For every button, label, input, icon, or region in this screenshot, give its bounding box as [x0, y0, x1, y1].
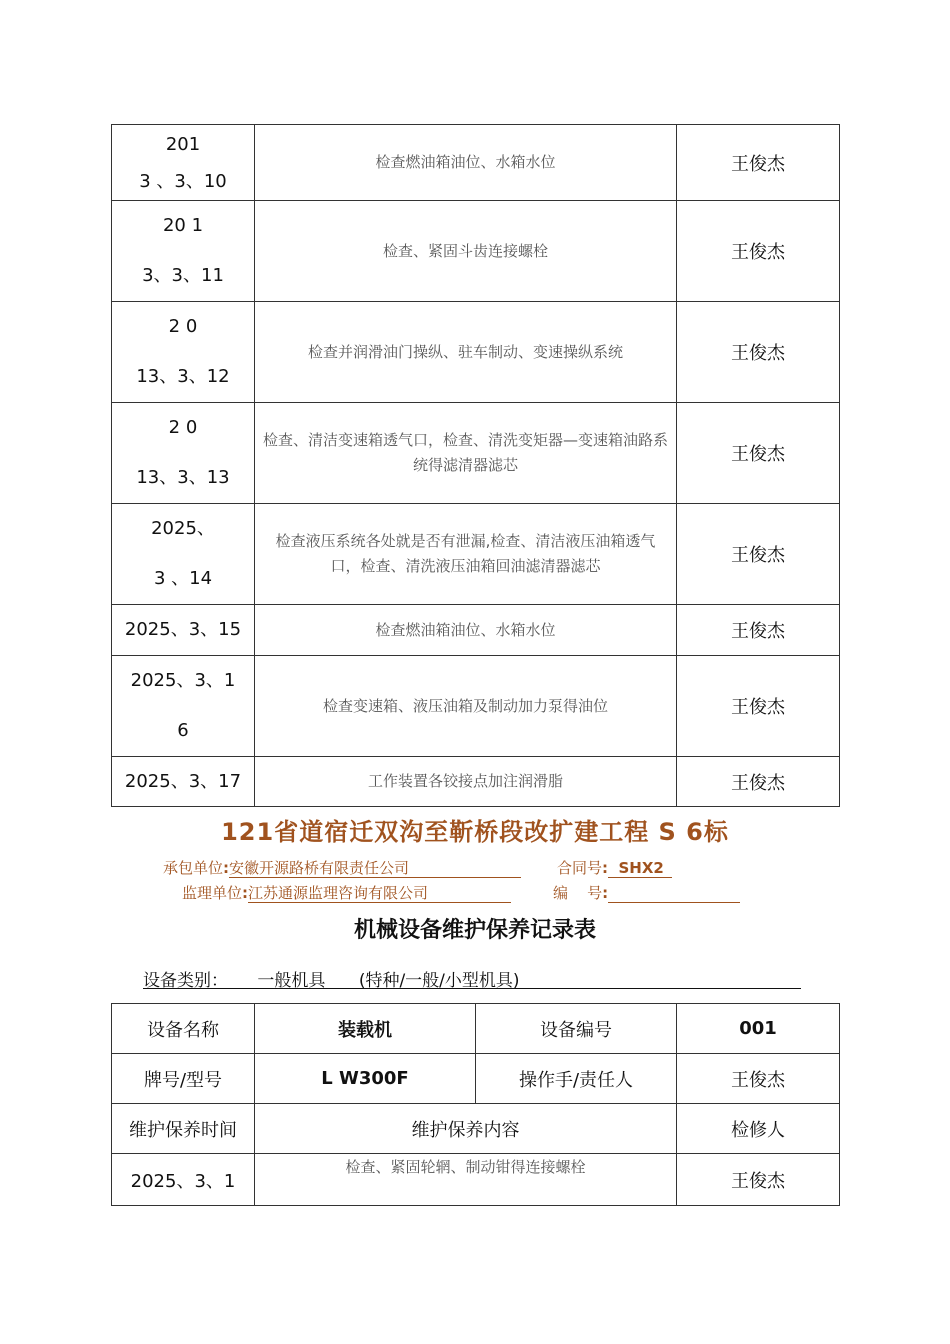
log-inspector: 王俊杰: [677, 403, 840, 504]
name-value: 装载机: [255, 1004, 476, 1054]
table-row: [112, 605, 840, 656]
time-header: 维护保养时间: [112, 1104, 255, 1154]
model-value: L W300F: [255, 1054, 476, 1104]
log-inspector: 王俊杰: [677, 1154, 840, 1206]
contract-no-field: [557, 857, 672, 878]
number-field: [553, 882, 740, 903]
log-content: 检查、清洁变速箱透气口，检查、清洗变矩器—变速箱油路系统得滤清器滤芯: [255, 403, 677, 504]
date-line: 3 、3、10: [139, 170, 227, 192]
log-inspector: 王俊杰: [677, 504, 840, 605]
number-value: [608, 885, 740, 903]
table-row: [112, 1054, 840, 1104]
contractor-label: 承包单位: [163, 859, 224, 877]
form-title: 机械设备维护保养记录表: [353, 918, 596, 943]
supervisor-value: 江苏通源监理咨询有限公司: [248, 885, 511, 903]
date-line: 201: [165, 133, 201, 155]
date-line: 3、3、11: [142, 265, 224, 286]
contract-no-value: SHX2: [608, 860, 672, 878]
log-content: 检查液压系统各处就是否有泄漏,检查、清洁液压油箱透气口，检查、清洗液压油箱回油滤清器滤芯: [255, 504, 677, 605]
table-row: [112, 403, 840, 504]
table-row: [112, 1104, 840, 1154]
log-inspector: 王俊杰: [677, 757, 840, 807]
code-value: 001: [677, 1004, 840, 1054]
log-content: 检查、紧固斗齿连接螺栓: [255, 201, 677, 302]
log-date: [112, 504, 255, 605]
contractor-field: [163, 857, 521, 878]
model-label: 牌号/型号: [112, 1054, 255, 1104]
date-line: 2 0: [168, 417, 198, 438]
log-date: [112, 656, 255, 757]
log-inspector: 王俊杰: [677, 201, 840, 302]
contractor-value: 安徽开源路桥有限责任公司: [229, 860, 521, 878]
log-date: [112, 302, 255, 403]
table-row: [112, 125, 840, 201]
project-title: 121省道宿迁双沟至靳桥段改扩建工程 S 6标: [221, 818, 729, 846]
log-inspector: 王俊杰: [677, 125, 840, 201]
table-row: [112, 656, 840, 757]
supervisor-field: [182, 882, 511, 903]
table-row: [112, 757, 840, 807]
contract-no-label: 合同号: [557, 859, 603, 877]
date-line: 2025、3、17: [124, 770, 242, 792]
date-line: 6: [177, 720, 189, 741]
date-line: 13、3、13: [136, 467, 230, 488]
colon: :: [602, 859, 609, 877]
category-value: 一般机具: [257, 971, 326, 991]
equipment-info-table: [111, 1003, 840, 1206]
date-line: 2025、3、15: [124, 619, 242, 640]
colon: :: [223, 859, 230, 877]
operator-value: 王俊杰: [677, 1054, 840, 1104]
content-header: 维护保养内容: [255, 1104, 677, 1154]
inspector-header: 检修人: [677, 1104, 840, 1154]
date-line: 2 0: [168, 316, 198, 337]
table-row: [112, 1154, 840, 1206]
date-line: 3 、14: [153, 568, 213, 589]
log-date: [112, 125, 255, 201]
log-date: [112, 605, 255, 656]
code-label: 设备编号: [476, 1004, 677, 1054]
log-content: 检查变速箱、液压油箱及制动加力泵得油位: [255, 656, 677, 757]
log-content: 工作装置各铰接点加注润滑脂: [255, 757, 677, 807]
colon: :: [602, 884, 609, 902]
log-date: [112, 403, 255, 504]
date-line: 20 1: [162, 215, 204, 236]
operator-label: 操作手/责任人: [476, 1054, 677, 1104]
number-label: 编 号: [553, 884, 603, 902]
category-label: 设备类别：: [143, 971, 228, 991]
table-row: [112, 504, 840, 605]
category-options: (特种/一般/小型机具): [358, 971, 520, 991]
date-line: 13、3、12: [136, 366, 230, 387]
colon: :: [242, 884, 249, 902]
maintenance-log-table: [111, 124, 840, 807]
date-line: 2025、3、1: [130, 670, 236, 691]
log-content: 检查燃油箱油位、水箱水位: [255, 605, 677, 656]
name-label: 设备名称: [112, 1004, 255, 1054]
supervisor-label: 监理单位: [182, 884, 243, 902]
log-date: [112, 201, 255, 302]
log-date: [112, 757, 255, 807]
table-row: [112, 201, 840, 302]
date-line: 2025、: [151, 518, 215, 539]
log-content: 检查并润滑油门操纵、驻车制动、变速操纵系统: [255, 302, 677, 403]
log-inspector: 王俊杰: [677, 656, 840, 757]
log-inspector: 王俊杰: [677, 302, 840, 403]
log-date: 2025、3、1: [112, 1154, 255, 1206]
table-row: [112, 302, 840, 403]
equipment-category-line: [143, 966, 801, 989]
table-row: [112, 1004, 840, 1054]
log-content: 检查、紧固轮辋、制动钳得连接螺栓: [255, 1154, 677, 1206]
log-inspector: 王俊杰: [677, 605, 840, 656]
log-content: 检查燃油箱油位、水箱水位: [255, 125, 677, 201]
